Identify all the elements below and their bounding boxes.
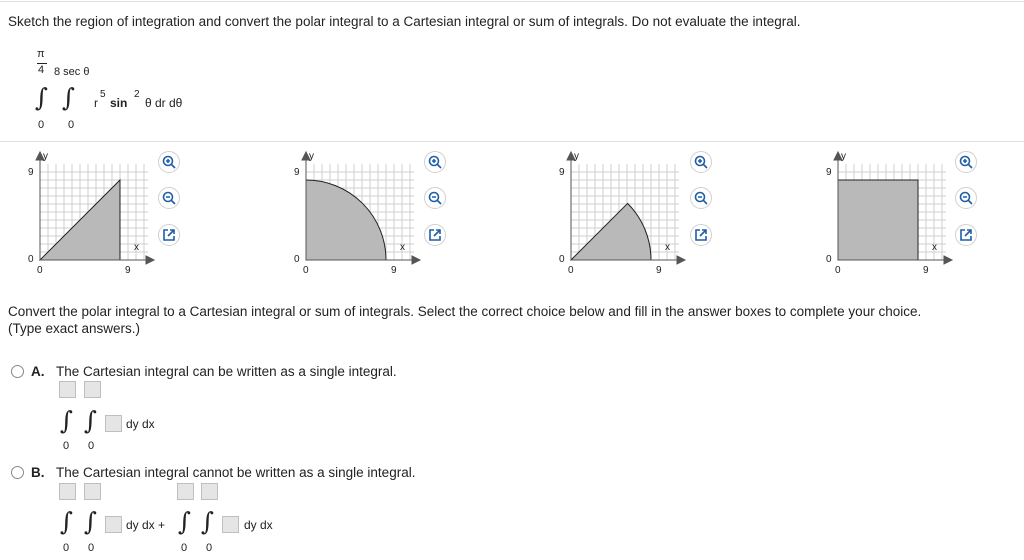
y-zero-tick: 0: [826, 254, 832, 265]
choice-b-first-inner-lower: 0: [88, 542, 95, 554]
choice-b-second-outer-upper-box[interactable]: [177, 483, 194, 500]
choice-b-first-outer-lower: 0: [63, 542, 70, 554]
choice-a-outer-integral-sign: ∫: [60, 406, 74, 435]
zoom-in-icon: [694, 155, 708, 169]
integrand-r: r: [94, 96, 98, 110]
choice-b-second-outer-integral-sign: ∫: [178, 507, 192, 536]
graph-option-d[interactable]: [824, 148, 954, 278]
x-axis-label: x: [932, 242, 937, 253]
choice-a-integrand-box[interactable]: [105, 415, 122, 432]
zoom-in-button-b[interactable]: [424, 151, 446, 173]
graph-c-plot: [557, 148, 687, 278]
choice-b-second-integrand-box[interactable]: [222, 516, 239, 533]
choice-b-second-inner-upper-box[interactable]: [201, 483, 218, 500]
graph-option-c[interactable]: [557, 148, 687, 278]
y-top-tick: 9: [28, 167, 34, 178]
outer-upper-denominator: 4: [38, 64, 45, 76]
integrand-r-exponent: 5: [100, 89, 106, 100]
graph-option-b[interactable]: [292, 148, 422, 278]
choice-b-first-outer-integral-sign: ∫: [60, 507, 74, 536]
zoom-out-button-a[interactable]: [158, 187, 180, 209]
zoom-in-button-d[interactable]: [955, 151, 977, 173]
popout-button-c[interactable]: [690, 224, 712, 246]
x-zero-tick: 0: [37, 265, 43, 276]
instruction-text: Sketch the region of integration and convert the polar integral to a Cartesian integral or sum of integrals. Do not evaluate the integral.: [8, 14, 801, 29]
outer-upper-numerator: π: [37, 48, 45, 60]
zoom-out-icon: [959, 191, 973, 205]
choice-b-radio[interactable]: [11, 466, 24, 479]
choice-a-inner-upper-box[interactable]: [84, 381, 101, 398]
popout-icon: [428, 228, 442, 242]
outer-integral-sign: ∫: [35, 83, 49, 112]
inner-upper-limit: 8 sec θ: [54, 66, 90, 78]
popout-button-d[interactable]: [955, 224, 977, 246]
choice-a-inner-integral-sign: ∫: [84, 406, 98, 435]
x-axis-label: x: [134, 242, 139, 253]
zoom-out-button-d[interactable]: [955, 187, 977, 209]
choice-a-text: The Cartesian integral can be written as a single integral.: [56, 364, 397, 379]
popout-icon: [162, 228, 176, 242]
x-zero-tick: 0: [568, 265, 574, 276]
y-zero-tick: 0: [28, 254, 34, 265]
top-border: [0, 1, 1024, 2]
choice-b-second-differential: dy dx: [244, 518, 273, 532]
choice-a-outer-upper-box[interactable]: [59, 381, 76, 398]
inner-lower-limit: 0: [68, 119, 75, 131]
choice-b-letter: B.: [31, 465, 45, 480]
section-divider: [0, 141, 1024, 142]
y-zero-tick: 0: [559, 254, 565, 265]
choice-b-first-outer-upper-box[interactable]: [59, 483, 76, 500]
x-zero-tick: 0: [303, 265, 309, 276]
x-end-tick: 9: [391, 265, 397, 276]
x-axis-label: x: [400, 242, 405, 253]
choice-a-radio[interactable]: [11, 365, 24, 378]
y-axis-label: y: [841, 151, 846, 162]
choice-b-first-integrand-box[interactable]: [105, 516, 122, 533]
zoom-in-button-c[interactable]: [690, 151, 712, 173]
x-end-tick: 9: [923, 265, 929, 276]
popout-button-b[interactable]: [424, 224, 446, 246]
y-axis-label: y: [43, 151, 48, 162]
inner-integral-sign: ∫: [62, 83, 76, 112]
region-b: [306, 180, 386, 260]
graph-a-plot: [26, 148, 156, 278]
choice-a-differential: dy dx: [126, 417, 155, 431]
zoom-out-button-c[interactable]: [690, 187, 712, 209]
zoom-out-icon: [162, 191, 176, 205]
choice-b-first-inner-upper-box[interactable]: [84, 483, 101, 500]
outer-lower-limit: 0: [38, 119, 45, 131]
prompt-line-1: Convert the polar integral to a Cartesian integral or sum of integrals. Select the correct choice below and fill in the answer boxes to complete your choice.: [8, 304, 922, 319]
popout-icon: [959, 228, 973, 242]
zoom-out-icon: [428, 191, 442, 205]
choice-a-letter: A.: [31, 364, 45, 379]
zoom-out-icon: [694, 191, 708, 205]
zoom-in-icon: [162, 155, 176, 169]
integrand-sin: sin: [110, 96, 128, 110]
y-axis-label: y: [574, 151, 579, 162]
region-d: [838, 180, 918, 260]
graph-b-plot: [292, 148, 422, 278]
graph-option-a[interactable]: [26, 148, 156, 278]
zoom-out-button-b[interactable]: [424, 187, 446, 209]
zoom-in-button-a[interactable]: [158, 151, 180, 173]
integrand-sin-exponent: 2: [134, 89, 140, 100]
y-top-tick: 9: [294, 167, 300, 178]
y-zero-tick: 0: [294, 254, 300, 265]
x-end-tick: 9: [656, 265, 662, 276]
graph-d-plot: [824, 148, 954, 278]
x-axis-label: x: [665, 242, 670, 253]
y-top-tick: 9: [559, 167, 565, 178]
choice-b-first-differential: dy dx +: [126, 518, 166, 532]
choice-a-outer-lower: 0: [63, 440, 70, 452]
popout-button-a[interactable]: [158, 224, 180, 246]
y-top-tick: 9: [826, 167, 832, 178]
choice-a-inner-lower: 0: [88, 440, 95, 452]
choice-b-second-inner-integral-sign: ∫: [201, 507, 215, 536]
choice-b-first-inner-integral-sign: ∫: [84, 507, 98, 536]
choice-b-second-inner-lower: 0: [206, 542, 213, 554]
x-end-tick: 9: [125, 265, 131, 276]
y-axis-label: y: [309, 151, 314, 162]
choice-b-text: The Cartesian integral cannot be written as a single integral.: [56, 465, 416, 480]
zoom-in-icon: [428, 155, 442, 169]
integrand-rest: θ dr dθ: [145, 96, 183, 110]
x-zero-tick: 0: [835, 265, 841, 276]
choice-b-second-outer-lower: 0: [181, 542, 188, 554]
popout-icon: [694, 228, 708, 242]
zoom-in-icon: [959, 155, 973, 169]
prompt-line-2: (Type exact answers.): [8, 321, 141, 336]
